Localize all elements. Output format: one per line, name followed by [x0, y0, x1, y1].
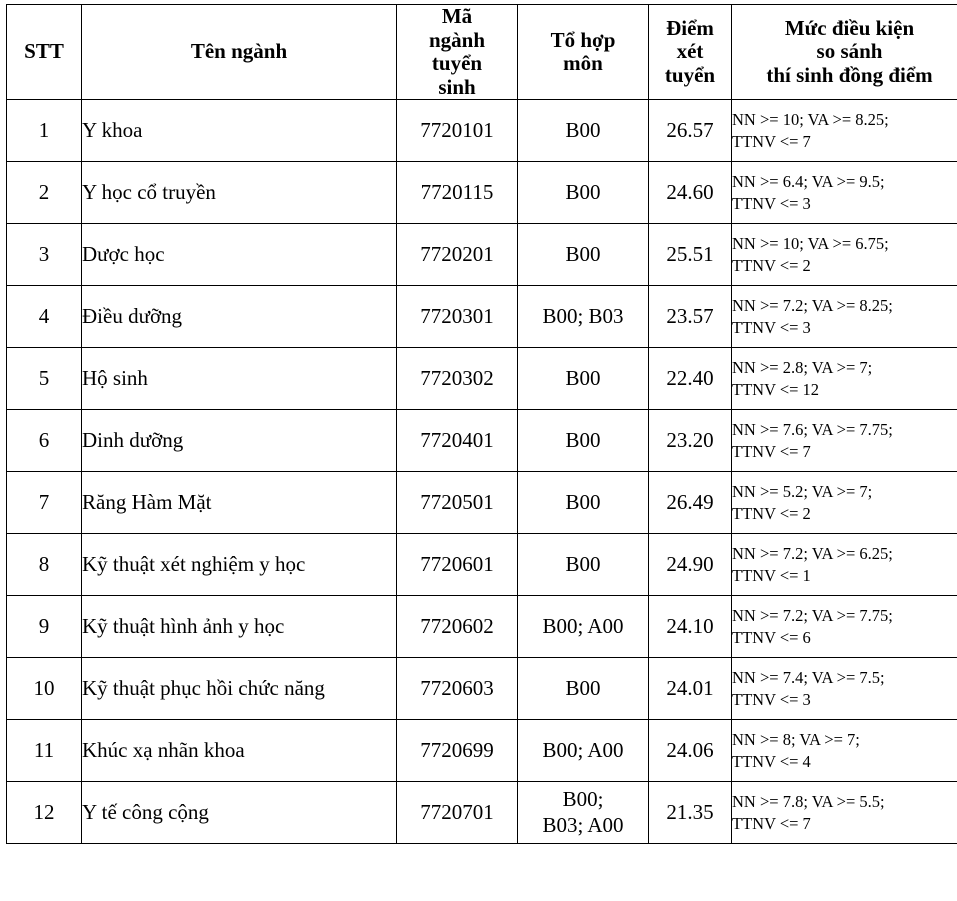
cell-score: 24.60	[649, 162, 732, 224]
cell-score: 23.57	[649, 286, 732, 348]
cell-score: 22.40	[649, 348, 732, 410]
header-tiebreak-condition	[732, 5, 957, 100]
cell-stt: 10	[7, 658, 82, 720]
cell-score: 24.10	[649, 596, 732, 658]
header-stt-text: STT	[24, 39, 64, 64]
cell-stt: 9	[7, 596, 82, 658]
table-header	[7, 5, 957, 100]
cell-stt: 6	[7, 410, 82, 472]
table-row	[7, 100, 957, 162]
condition-line-2: TTNV <= 4	[732, 751, 811, 771]
condition-line-1: NN >= 5.2; VA >= 7;	[732, 482, 873, 502]
header-code-line-3: tuyển	[431, 51, 483, 76]
combo-line-1: B00	[565, 489, 601, 514]
combo-line-1: B00; A00	[542, 613, 624, 638]
cell-major-name: Khúc xạ nhãn khoa	[82, 720, 397, 782]
cell-subject-combo	[518, 348, 649, 410]
cell-major-name: Kỹ thuật hình ảnh y học	[82, 596, 397, 658]
cell-major-code: 7720115	[397, 162, 518, 224]
header-major-code	[397, 5, 518, 100]
combo-line-1: B00	[565, 551, 601, 576]
cell-score: 26.57	[649, 100, 732, 162]
cell-condition	[732, 720, 957, 782]
cell-stt: 12	[7, 782, 82, 844]
condition-line-2: TTNV <= 2	[732, 503, 811, 523]
cell-stt: 8	[7, 534, 82, 596]
cell-stt: 5	[7, 348, 82, 410]
combo-line-1: B00	[565, 427, 601, 452]
table-row	[7, 596, 957, 658]
condition-line-2: TTNV <= 3	[732, 317, 811, 337]
table-row	[7, 658, 957, 720]
table-row	[7, 410, 957, 472]
condition-line-2: TTNV <= 6	[732, 627, 811, 647]
cell-major-code: 7720501	[397, 472, 518, 534]
cell-major-code: 7720699	[397, 720, 518, 782]
cell-subject-combo	[518, 100, 649, 162]
combo-line-1: B00	[565, 365, 601, 390]
cell-major-code: 7720301	[397, 286, 518, 348]
cell-major-code: 7720601	[397, 534, 518, 596]
condition-line-2: TTNV <= 7	[732, 813, 811, 833]
header-subject-combo	[518, 5, 649, 100]
cell-condition	[732, 100, 957, 162]
cell-subject-combo	[518, 472, 649, 534]
cell-major-name: Răng Hàm Mặt	[82, 472, 397, 534]
cell-condition	[732, 658, 957, 720]
condition-line-1: NN >= 2.8; VA >= 7;	[732, 358, 873, 378]
cell-stt: 3	[7, 224, 82, 286]
combo-line-1: B00	[565, 179, 601, 204]
combo-line-1: B00; B03	[542, 303, 624, 328]
cell-stt: 4	[7, 286, 82, 348]
combo-line-1: B00;	[562, 787, 604, 812]
condition-line-1: NN >= 10; VA >= 6.75;	[732, 234, 889, 254]
table-row	[7, 720, 957, 782]
cell-subject-combo	[518, 224, 649, 286]
cell-major-name: Kỹ thuật xét nghiệm y học	[82, 534, 397, 596]
cell-condition	[732, 534, 957, 596]
header-stt	[7, 5, 82, 100]
cell-major-code: 7720101	[397, 100, 518, 162]
table-row	[7, 348, 957, 410]
cell-major-code: 7720302	[397, 348, 518, 410]
condition-line-1: NN >= 7.2; VA >= 8.25;	[732, 296, 893, 316]
header-major-name	[82, 5, 397, 100]
cell-subject-combo	[518, 658, 649, 720]
condition-line-1: NN >= 7.6; VA >= 7.75;	[732, 420, 893, 440]
condition-line-2: TTNV <= 2	[732, 255, 811, 275]
cell-major-name: Y học cổ truyền	[82, 162, 397, 224]
cell-stt: 1	[7, 100, 82, 162]
admission-score-table	[6, 4, 957, 844]
condition-line-2: TTNV <= 3	[732, 689, 811, 709]
condition-line-1: NN >= 7.2; VA >= 7.75;	[732, 606, 893, 626]
cell-subject-combo	[518, 162, 649, 224]
cell-major-name: Kỹ thuật phục hồi chức năng	[82, 658, 397, 720]
header-combo-line-2: môn	[563, 51, 603, 76]
cell-stt: 2	[7, 162, 82, 224]
cell-condition	[732, 224, 957, 286]
cell-major-code: 7720603	[397, 658, 518, 720]
cell-condition	[732, 782, 957, 844]
cell-major-name: Y khoa	[82, 100, 397, 162]
cell-condition	[732, 162, 957, 224]
header-code-line-1: Mã	[441, 4, 473, 28]
condition-line-2: TTNV <= 7	[732, 131, 811, 151]
cell-subject-combo	[518, 534, 649, 596]
header-condition-line-1: Mức điều kiện	[784, 15, 915, 40]
table-row	[7, 162, 957, 224]
cell-score: 24.90	[649, 534, 732, 596]
condition-line-2: TTNV <= 12	[732, 379, 820, 399]
table-row	[7, 286, 957, 348]
cell-score: 21.35	[649, 782, 732, 844]
condition-line-1: NN >= 6.4; VA >= 9.5;	[732, 172, 885, 192]
combo-line-1: B00; A00	[542, 737, 624, 762]
cell-subject-combo	[518, 720, 649, 782]
table-body	[7, 100, 957, 844]
combo-line-1: B00	[565, 675, 601, 700]
cell-major-code: 7720701	[397, 782, 518, 844]
cell-subject-combo	[518, 286, 649, 348]
combo-line-1: B00	[565, 241, 601, 266]
cell-condition	[732, 472, 957, 534]
condition-line-1: NN >= 7.2; VA >= 6.25;	[732, 544, 893, 564]
header-code-line-2: ngành	[428, 27, 486, 52]
cell-subject-combo	[518, 596, 649, 658]
cell-score: 24.01	[649, 658, 732, 720]
condition-line-2: TTNV <= 7	[732, 441, 811, 461]
cell-condition	[732, 286, 957, 348]
condition-line-1: NN >= 10; VA >= 8.25;	[732, 110, 889, 130]
cell-subject-combo	[518, 410, 649, 472]
condition-line-1: NN >= 7.4; VA >= 7.5;	[732, 668, 885, 688]
condition-line-2: TTNV <= 1	[732, 565, 811, 585]
cell-condition	[732, 410, 957, 472]
cell-score: 24.06	[649, 720, 732, 782]
header-condition-line-2: so sánh	[816, 39, 883, 64]
header-code-line-4: sinh	[438, 74, 476, 99]
cell-major-name: Dinh dưỡng	[82, 410, 397, 472]
condition-line-1: NN >= 8; VA >= 7;	[732, 730, 860, 750]
cell-stt: 11	[7, 720, 82, 782]
cell-major-name: Y tế công cộng	[82, 782, 397, 844]
header-score-line-3: tuyển	[664, 62, 716, 87]
table-row	[7, 472, 957, 534]
header-combo-line-1: Tổ hợp	[550, 27, 616, 52]
header-score	[649, 5, 732, 100]
cell-stt: 7	[7, 472, 82, 534]
table-row	[7, 224, 957, 286]
table-row	[7, 782, 957, 844]
cell-subject-combo	[518, 782, 649, 844]
condition-line-1: NN >= 7.8; VA >= 5.5;	[732, 792, 885, 812]
cell-score: 23.20	[649, 410, 732, 472]
header-row	[7, 5, 957, 100]
header-major-name-text: Tên ngành	[190, 39, 288, 64]
cell-score: 26.49	[649, 472, 732, 534]
cell-major-code: 7720201	[397, 224, 518, 286]
cell-major-name: Dược học	[82, 224, 397, 286]
cell-score: 25.51	[649, 224, 732, 286]
combo-line-2: B03; A00	[542, 812, 624, 837]
cell-major-code: 7720401	[397, 410, 518, 472]
cell-major-name: Hộ sinh	[82, 348, 397, 410]
combo-line-1: B00	[565, 117, 601, 142]
condition-line-2: TTNV <= 3	[732, 193, 811, 213]
cell-major-name: Điều dưỡng	[82, 286, 397, 348]
table-row	[7, 534, 957, 596]
header-score-line-2: xét	[676, 39, 704, 64]
header-condition-line-3: thí sinh đồng điểm	[766, 62, 933, 87]
header-score-line-1: Điểm	[666, 15, 714, 40]
cell-condition	[732, 348, 957, 410]
cell-condition	[732, 596, 957, 658]
cell-major-code: 7720602	[397, 596, 518, 658]
